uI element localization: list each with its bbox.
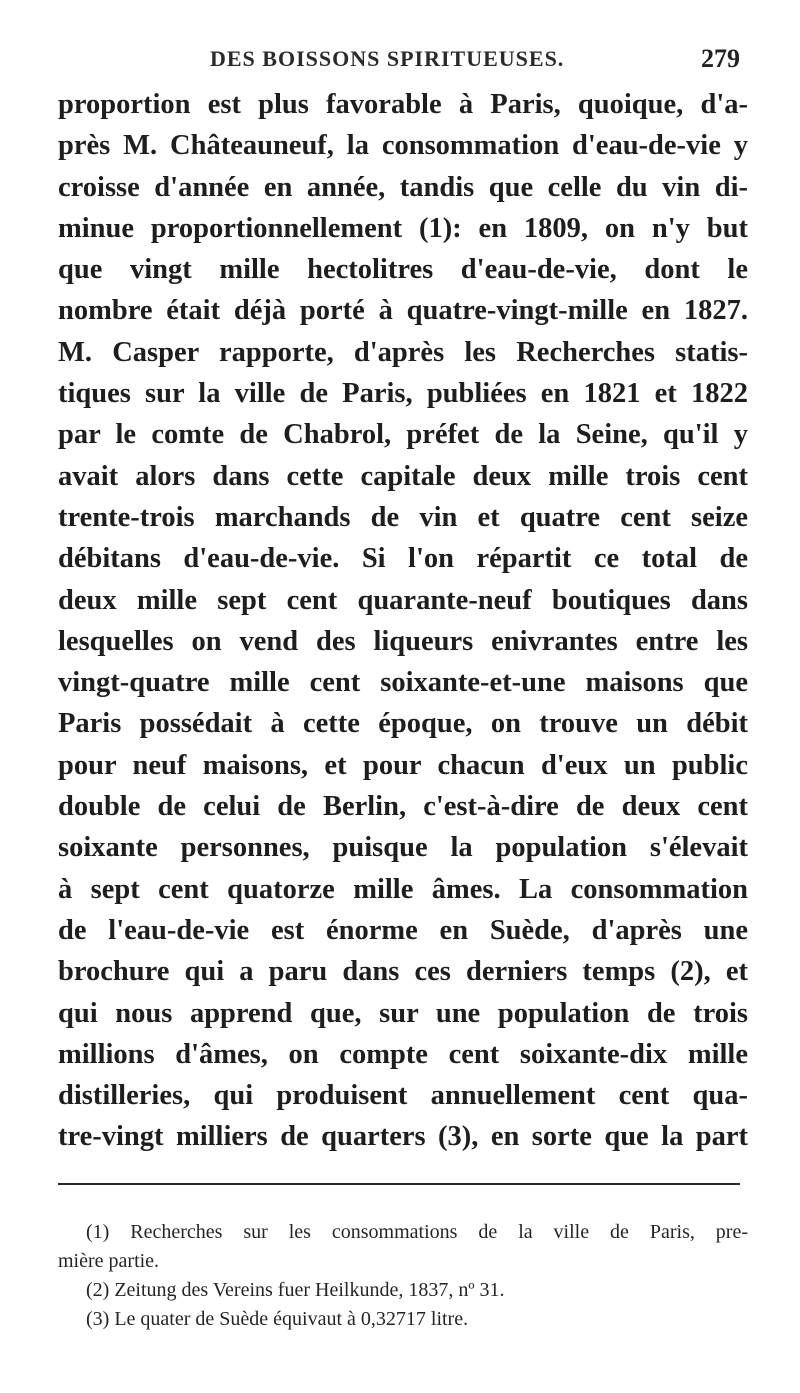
text-line: soixante personnes, puisque la population s'élevait (58, 832, 748, 864)
text-line: distilleries, qui produisent annuellement cent qua- (58, 1080, 748, 1112)
text-line: proportion est plus favorable à Paris, quoique, d'a- (58, 89, 748, 120)
text-line: près M. Châteauneuf, la consommation d'eau-de-vie y (58, 130, 748, 162)
text-line: Paris possédait à cette époque, on trouve un débit (58, 708, 748, 740)
footnote-rule (58, 1183, 740, 1185)
text-line: vingt-quatre mille cent soixante-et-une maisons que (58, 667, 748, 699)
text-line: M. Casper rapporte, d'après les Recherches statis- (58, 336, 748, 368)
text-line: croisse d'année en année, tandis que celle du vin di- (58, 171, 748, 203)
body-text (58, 84, 748, 1158)
footnote-3: (3) Le quater de Suède équivaut à 0,32717 litre. (86, 1308, 469, 1330)
page-number: 279 (701, 44, 740, 73)
running-title: DES BOISSONS SPIRITUEUSES. (210, 46, 565, 71)
text-line: deux mille sept cent quarante-neuf boutiques dans (58, 584, 748, 616)
text-line: pour neuf maisons, et pour chacun d'eux un public (58, 749, 748, 781)
text-line: millions d'âmes, on compte cent soixante-dix mille (58, 1038, 748, 1070)
text-line: minue proportionnellement (1): en 1809, on n'y but (58, 212, 748, 244)
text-line: à sept cent quatorze mille âmes. La consommation (58, 873, 748, 905)
text-line: de l'eau-de-vie est énorme en Suède, d'après une (58, 914, 748, 946)
text-line: avait alors dans cette capitale deux mille trois cent (58, 460, 748, 492)
text-line: brochure qui a paru dans ces derniers temps (2), et (58, 956, 748, 988)
footnotes (58, 1218, 748, 1334)
text-line: nombre était déjà porté à quatre-vingt-mille en 1827. (58, 295, 748, 327)
text-line: par le comte de Chabrol, préfet de la Seine, qu'il y (58, 419, 748, 451)
footnote-1: (1) Recherches sur les consommations de la ville de Paris, pre- (86, 1221, 748, 1243)
text-line: double de celui de Berlin, c'est-à-dire de deux cent (58, 791, 748, 823)
text-line: qui nous apprend que, sur une population de trois (58, 997, 748, 1029)
text-line: trente-trois marchands de vin et quatre cent seize (58, 501, 748, 533)
text-line: que vingt mille hectolitres d'eau-de-vie, dont le (58, 254, 748, 286)
text-line: débitans d'eau-de-vie. Si l'on répartit ce total de (58, 543, 748, 575)
text-line: tiques sur la ville de Paris, publiées en 1821 et 1822 (58, 378, 748, 410)
footnote-1-continued: mière partie. (58, 1250, 160, 1272)
page-header (60, 42, 740, 82)
footnote-2: (2) Zeitung des Vereins fuer Heilkunde, 1837, nº 31. (86, 1279, 505, 1301)
text-line: tre-vingt milliers de quarters (3), en sorte que la part (58, 1121, 748, 1153)
text-line: lesquelles on vend des liqueurs enivrantes entre les (58, 625, 748, 657)
